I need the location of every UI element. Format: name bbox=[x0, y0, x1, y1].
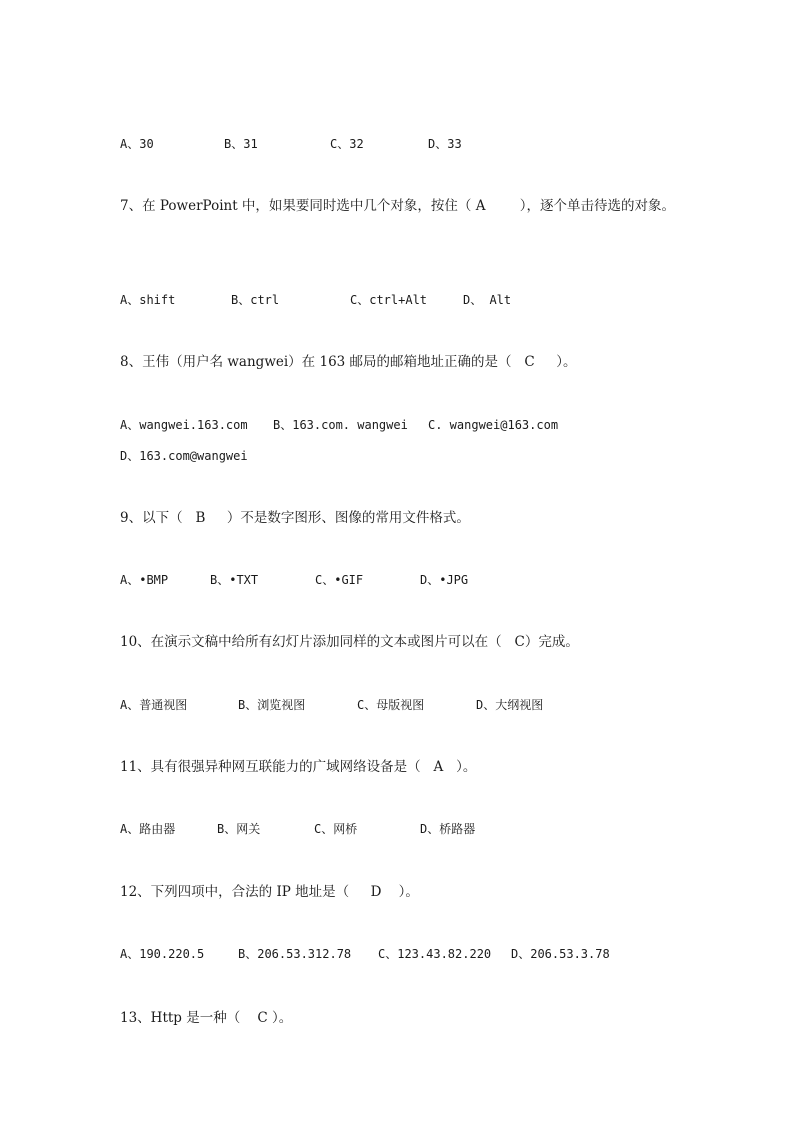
q6-option-b: B、31 bbox=[224, 137, 258, 151]
q12-option-a: A、190.220.5 bbox=[120, 947, 205, 961]
q10-options bbox=[120, 697, 680, 713]
q10-option-d: D、大纲视图 bbox=[476, 698, 544, 712]
q13-question: 13、Http 是一种（ C ）。 bbox=[120, 1010, 293, 1026]
q11-options bbox=[120, 821, 680, 837]
q11-option-b: B、网关 bbox=[217, 822, 261, 836]
q8-option-d: D、163.com@wangwei bbox=[120, 449, 248, 463]
q7-options bbox=[120, 292, 680, 308]
q6-option-a: A、30 bbox=[120, 137, 154, 151]
q12-option-b: B、206.53.312.78 bbox=[238, 947, 352, 961]
q7-option-b: B、ctrl bbox=[231, 293, 280, 307]
q8-option-b: B、163.com. wangwei bbox=[273, 418, 408, 432]
q7-option-c: C、ctrl+Alt bbox=[350, 293, 428, 307]
q9-option-b: B、•TXT bbox=[210, 573, 259, 587]
q8-option-a: A、wangwei.163.com bbox=[120, 418, 248, 432]
q10-option-c: C、母版视图 bbox=[357, 698, 425, 712]
q10-option-b: B、浏览视图 bbox=[238, 698, 306, 712]
q9-options bbox=[120, 572, 680, 588]
q11-option-c: C、网桥 bbox=[314, 822, 358, 836]
q7-question: 7、在 PowerPoint 中，如果要同时选中几个对象，按住（ A ），逐个单击待选的对象。 bbox=[120, 198, 676, 214]
q9-question: 9、以下（ B ）不是数字图形、图像的常用文件格式。 bbox=[120, 510, 470, 526]
q6-option-c: C、32 bbox=[330, 137, 364, 151]
q8-option-c: C. wangwei@163.com bbox=[428, 418, 559, 432]
q7-option-a: A、shift bbox=[120, 293, 176, 307]
q11-option-a: A、路由器 bbox=[120, 822, 176, 836]
q9-option-a: A、•BMP bbox=[120, 573, 169, 587]
q12-option-c: C、123.43.82.220 bbox=[378, 947, 492, 961]
q12-options bbox=[120, 946, 680, 962]
q10-option-a: A、普通视图 bbox=[120, 698, 188, 712]
q11-option-d: D、桥路器 bbox=[420, 822, 476, 836]
q6-option-d: D、33 bbox=[428, 137, 462, 151]
q8-options bbox=[120, 417, 680, 433]
q9-option-c: C、•GIF bbox=[315, 573, 364, 587]
q10-question: 10、在演示文稿中给所有幻灯片添加同样的文本或图片可以在（ C）完成。 bbox=[120, 634, 579, 650]
q12-question: 12、下列四项中，合法的 IP 地址是（ D ）。 bbox=[120, 884, 419, 900]
q6-options bbox=[120, 136, 680, 152]
q8-question: 8、王伟（用户名 wangwei）在 163 邮局的邮箱地址正确的是（ C ）。 bbox=[120, 354, 577, 370]
q12-option-d: D、206.53.3.78 bbox=[511, 947, 610, 961]
q7-option-d: D、 Alt bbox=[463, 293, 512, 307]
q9-option-d: D、•JPG bbox=[420, 573, 469, 587]
q11-question: 11、具有很强异种网互联能力的广域网络设备是（ A ）。 bbox=[120, 759, 477, 775]
